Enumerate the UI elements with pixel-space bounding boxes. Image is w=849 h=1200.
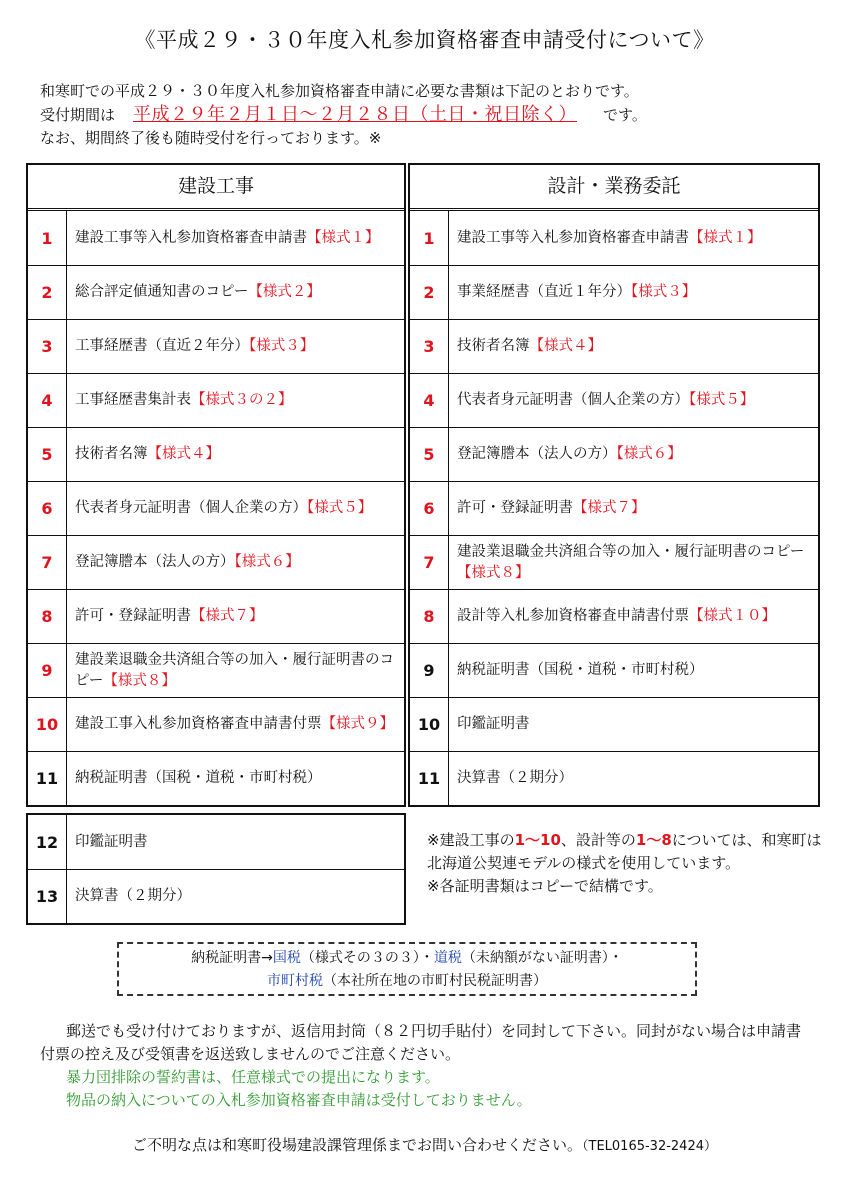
document-name: 登記簿謄本（法人の方） (75, 554, 235, 570)
row-number: 6 (28, 482, 67, 535)
row-number: 2 (410, 266, 449, 319)
design-row (410, 265, 818, 319)
tax-certificate-box (117, 942, 697, 996)
design-row (410, 535, 818, 589)
construction-row (28, 427, 404, 481)
form-label: 【様式４】 (147, 446, 220, 462)
row-number: 7 (410, 536, 449, 589)
design-row (410, 211, 818, 265)
intro-line-1: 和寒町での平成２９・３０年度入札参加資格審査申請に必要な書類は下記のとおりです。 (40, 82, 639, 100)
document-name: 許可・登録証明書 (75, 608, 191, 624)
construction-row (28, 697, 404, 751)
document-name: 建設業退職金共済組合等の加入・履行証明書のコピー (75, 651, 394, 689)
note-line-2: ※各証明書類はコピーで結構です。 (427, 877, 663, 895)
document-name: 技術者名簿 (457, 338, 530, 354)
form-label: 【様式１】 (689, 229, 762, 246)
document-name: 工事経歴書集計表 (75, 392, 191, 408)
period-value: 平成２９年２月１日～２月２８日（土日・祝日除く） (133, 104, 578, 125)
contact-text: ご不明な点は和寒町役場建設課管理係までお問い合わせください。 (131, 1136, 582, 1154)
document-name: 建設工事等入札参加資格審査申請書 (75, 229, 307, 246)
row-number: 10 (28, 698, 67, 751)
document-name: 決算書（２期分） (457, 770, 573, 786)
row-content (449, 211, 818, 265)
tax-line-1: 納税証明書→国税（様式その３の３）・道税（未納額がない証明書）・ (191, 950, 623, 966)
form-label: 【様式６】 (234, 554, 300, 570)
row-number: 1 (410, 211, 449, 265)
note-line-1: ※建設工事の1～10、設計等の1～8については、和寒町は北海道公契連モデルの様式を使用しています。 (427, 831, 822, 872)
form-label: 【様式１０】 (689, 608, 776, 624)
form-label: 【様式８】 (457, 564, 530, 581)
note (427, 829, 827, 898)
form-label: 【様式３の２】 (191, 392, 293, 408)
intro (40, 80, 647, 150)
document-name: 総合評定値通知書のコピー (75, 284, 249, 300)
construction-row (28, 535, 404, 589)
row-number: 11 (28, 752, 67, 805)
row-number: 8 (410, 590, 449, 643)
row-content (67, 374, 404, 427)
row-number: 8 (28, 590, 67, 643)
construction-row (28, 319, 404, 373)
row-number: 5 (28, 428, 67, 481)
document-name: 建設工事入札参加資格審査申請書付票 (75, 716, 322, 732)
form-label: 【様式５】 (689, 392, 755, 408)
document-name: 決算書（２期分） (75, 888, 191, 904)
document-name: 印鑑証明書 (457, 716, 530, 732)
document-name: 登記簿謄本（法人の方） (457, 446, 617, 462)
form-label: 【様式９】 (321, 716, 394, 732)
row-number: 6 (410, 482, 449, 535)
row-number: 3 (28, 320, 67, 373)
green-notice-1: 暴力団排除の誓約書は、任意様式での提出になります。 (66, 1068, 440, 1086)
row-content (67, 752, 404, 805)
row-content (67, 211, 404, 265)
construction-row (28, 265, 404, 319)
form-label: 【様式３】 (249, 338, 315, 354)
document-name: 代表者身元証明書（個人企業の方） (75, 500, 307, 516)
contact-line (0, 1134, 849, 1155)
form-label: 【様式８】 (103, 672, 176, 689)
design-row (410, 319, 818, 373)
document-name: 工事経歴書（直近２年分） (75, 338, 249, 354)
row-number: 2 (28, 266, 67, 319)
footer-notes (40, 1020, 810, 1112)
document-name: 納税証明書（国税・道税・市町村税） (457, 662, 704, 678)
row-content (449, 374, 818, 427)
row-content (449, 698, 818, 751)
construction-row (28, 373, 404, 427)
contact-tel: （TEL0165-32-2424） (582, 1139, 717, 1154)
document-name: 代表者身元証明書（個人企業の方） (457, 392, 689, 408)
design-row (410, 427, 818, 481)
design-row (410, 697, 818, 751)
row-content (67, 536, 404, 589)
design-table (408, 163, 820, 807)
document-name: 許可・登録証明書 (457, 500, 573, 516)
construction-extra-table (26, 813, 406, 925)
row-content (449, 266, 818, 319)
row-content (449, 428, 818, 481)
design-row (410, 751, 818, 805)
row-content (449, 752, 818, 805)
row-content (449, 482, 818, 535)
construction-row (28, 211, 404, 265)
row-content (67, 482, 404, 535)
design-row (410, 373, 818, 427)
period-suffix: です。 (603, 106, 647, 124)
form-label: 【様式５】 (307, 500, 373, 516)
document-name: 建設工事等入札参加資格審査申請書 (457, 229, 689, 246)
design-row (410, 589, 818, 643)
page-title: 《平成２９・３０年度入札参加資格審査申請受付について》 (134, 28, 715, 52)
row-content (449, 320, 818, 373)
green-notice-2: 物品の納入についての入札参加資格審査申請は受付しておりません。 (66, 1091, 532, 1109)
construction-extra-row (28, 815, 404, 869)
document-name: 設計等入札参加資格審査申請書付票 (457, 608, 689, 624)
form-label: 【様式６】 (616, 446, 682, 462)
form-label: 【様式７】 (191, 608, 264, 624)
row-content (67, 590, 404, 643)
row-number: 4 (28, 374, 67, 427)
construction-extra-row (28, 869, 404, 923)
row-number: 5 (410, 428, 449, 481)
row-number: 9 (410, 644, 449, 697)
construction-row (28, 643, 404, 697)
row-number: 4 (410, 374, 449, 427)
document-name: 事業経歴書（直近１年分） (457, 284, 631, 300)
document-name: 技術者名簿 (75, 446, 148, 462)
document-name: 建設業退職金共済組合等の加入・履行証明書のコピー (457, 543, 805, 560)
document-name: 印鑑証明書 (75, 833, 148, 850)
row-content (67, 320, 404, 373)
intro-line-3: なお、期間終了後も随時受付を行っております。※ (40, 129, 382, 147)
row-content (67, 870, 404, 923)
row-number: 3 (410, 320, 449, 373)
row-number: 7 (28, 536, 67, 589)
form-label: 【様式４】 (529, 338, 602, 354)
construction-row (28, 751, 404, 805)
row-content (67, 815, 404, 869)
design-row (410, 643, 818, 697)
design-header: 設計・業務委託 (410, 165, 818, 211)
form-label: 【様式２】 (248, 284, 321, 300)
row-number: 12 (28, 815, 67, 869)
row-content (67, 266, 404, 319)
construction-table (26, 163, 406, 807)
form-label: 【様式７】 (573, 500, 646, 516)
period-label: 受付期間は (40, 106, 116, 124)
row-content (449, 536, 818, 589)
row-content (449, 644, 818, 697)
row-number: 13 (28, 870, 67, 923)
row-number: 9 (28, 644, 67, 697)
row-number: 11 (410, 752, 449, 805)
document-name: 納税証明書（国税・道税・市町村税） (75, 770, 322, 786)
tax-line-2: 市町村税（本社所在地の市町村民税証明書） (267, 973, 547, 989)
row-content (67, 428, 404, 481)
intro-period (40, 103, 647, 127)
construction-header: 建設工事 (28, 165, 404, 211)
row-number: 1 (28, 211, 67, 265)
row-number: 10 (410, 698, 449, 751)
design-row (410, 481, 818, 535)
construction-row (28, 589, 404, 643)
form-label: 【様式１】 (307, 229, 380, 246)
row-content (67, 644, 404, 697)
form-label: 【様式３】 (631, 284, 697, 300)
row-content (449, 590, 818, 643)
row-content (67, 698, 404, 751)
construction-row (28, 481, 404, 535)
mail-notice: 郵送でも受け付けておりますが、返信用封筒（８２円切手貼付）を同封して下さい。同封がない場合は申請書付票の控え及び受領書を返送致しませんのでご注意ください。 (40, 1022, 802, 1063)
